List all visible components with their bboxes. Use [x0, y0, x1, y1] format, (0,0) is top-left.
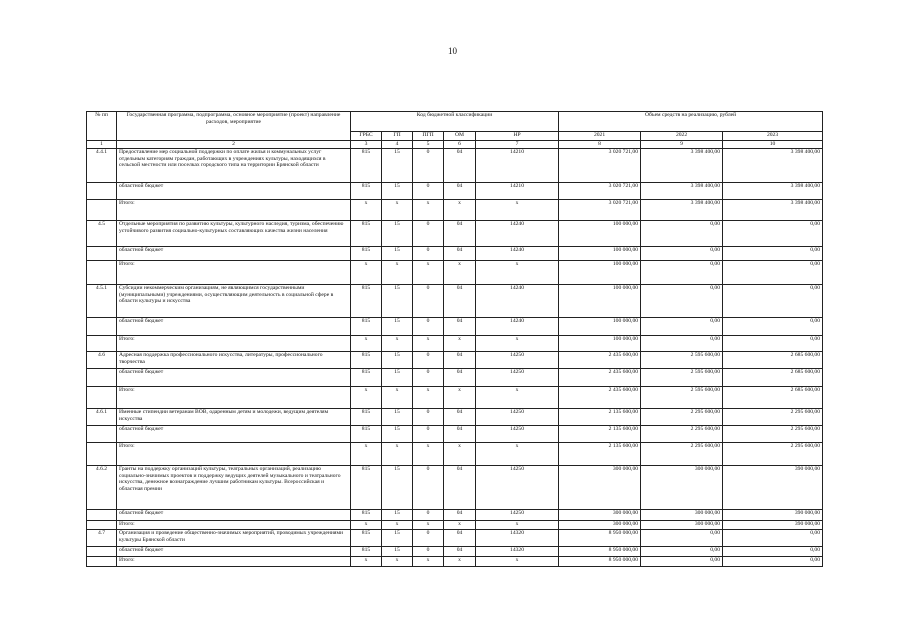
col-index: 4 [382, 141, 413, 149]
row-name: областной бюджет [117, 183, 351, 200]
cell-2023: 0,00 [723, 530, 823, 547]
table-row [87, 557, 823, 567]
cell-nr: 14250 [476, 426, 559, 443]
cell-grbs: 815 [351, 318, 382, 336]
cell-grbs: 815 [351, 409, 382, 426]
col-header-2023: 2023 [723, 132, 823, 141]
cell-pgp: 0 [413, 285, 444, 318]
row-number [87, 247, 117, 261]
cell-grbs: 815 [351, 510, 382, 521]
row-name: Организация и проведение общественно-значимых мероприятий, проводимых учреждениями культуры Брянской области [117, 530, 351, 547]
cell-om: 04 [444, 183, 476, 200]
cell-grbs: 815 [351, 183, 382, 200]
cell-nr: 14210 [476, 183, 559, 200]
cell-nr: 14210 [476, 149, 559, 183]
cell-pgp: х [413, 387, 444, 409]
cell-nr: 14250 [476, 369, 559, 387]
cell-grbs: х [351, 521, 382, 530]
cell-grbs: х [351, 557, 382, 567]
cell-2023: 0,00 [723, 261, 823, 285]
cell-pgp: х [413, 336, 444, 352]
row-number [87, 318, 117, 336]
cell-gp: х [382, 387, 413, 409]
cell-2023: 0,00 [723, 336, 823, 352]
cell-pgp: 0 [413, 149, 444, 183]
cell-2023: 390 000,00 [723, 466, 823, 510]
cell-2023: 0,00 [723, 318, 823, 336]
row-name: областной бюджет [117, 318, 351, 336]
cell-om: 04 [444, 547, 476, 557]
row-number [87, 547, 117, 557]
cell-gp: х [382, 557, 413, 567]
row-number: 4.7 [87, 530, 117, 547]
row-number: 4.4.1 [87, 149, 117, 183]
cell-gp: 15 [382, 221, 413, 247]
cell-2022: 2 295 600,00 [641, 426, 723, 443]
cell-2022: 0,00 [641, 547, 723, 557]
cell-2021: 100 000,00 [559, 247, 641, 261]
table-row [87, 510, 823, 521]
cell-pgp: 0 [413, 409, 444, 426]
row-number [87, 557, 117, 567]
row-number [87, 261, 117, 285]
cell-grbs: х [351, 443, 382, 466]
cell-om: х [444, 336, 476, 352]
row-name: Итого: [117, 336, 351, 352]
cell-pgp: 0 [413, 318, 444, 336]
cell-gp: 15 [382, 547, 413, 557]
cell-gp: х [382, 443, 413, 466]
row-name: областной бюджет [117, 426, 351, 443]
table-row [87, 318, 823, 336]
row-number: 4.5.1 [87, 285, 117, 318]
row-name: Отдельные мероприятия по развитию культуры, культурного наследия, туризма, обеспечению устойчивого развития социально-культурных составляющих качества жизни населения [117, 221, 351, 247]
cell-2022: 0,00 [641, 336, 723, 352]
cell-gp: 15 [382, 285, 413, 318]
row-name: Итого: [117, 387, 351, 409]
cell-grbs: х [351, 336, 382, 352]
cell-om: 04 [444, 247, 476, 261]
cell-om: х [444, 521, 476, 530]
cell-2023: 3 398 400,00 [723, 149, 823, 183]
table-row [87, 521, 823, 530]
row-name: Предоставление мер социальной поддержки по оплате жилья и коммунальных услуг отдельным категориям граждан, работающих в учреждениях культуры, находящихся в сельской местности или поселках городского типа на территории Брянской области [117, 149, 351, 183]
row-number [87, 426, 117, 443]
cell-2023: 390 000,00 [723, 521, 823, 530]
col-index: 1 [87, 141, 117, 149]
cell-gp: 15 [382, 149, 413, 183]
cell-2022: 0,00 [641, 221, 723, 247]
col-header-code: Код бюджетной классификации [351, 112, 559, 132]
cell-2021: 100 000,00 [559, 336, 641, 352]
col-index: 10 [723, 141, 823, 149]
row-number: 4.5 [87, 221, 117, 247]
cell-om: 04 [444, 221, 476, 247]
cell-om: 04 [444, 530, 476, 547]
cell-2022: 0,00 [641, 285, 723, 318]
row-name: Итого: [117, 521, 351, 530]
table-row [87, 221, 823, 247]
row-name: Гранты на поддержку организаций культуры, театральных организаций, реализацию социально-значимых проектов и поддержку ведущих деятелей музыкального и театрального искусства, денежное вознаграждение лучшим работникам культуры. Всероссийская и областная премии [117, 466, 351, 510]
cell-nr: 14240 [476, 221, 559, 247]
cell-om: 04 [444, 409, 476, 426]
cell-2022: 3 398 400,00 [641, 183, 723, 200]
col-header-amount: Объем средств на реализацию, рублей [559, 112, 823, 132]
table-row [87, 352, 823, 369]
cell-pgp: 0 [413, 530, 444, 547]
cell-grbs: х [351, 200, 382, 221]
cell-nr: х [476, 557, 559, 567]
cell-2023: 0,00 [723, 285, 823, 318]
table-row [87, 183, 823, 200]
cell-pgp: 0 [413, 426, 444, 443]
cell-2021: 8 950 000,00 [559, 547, 641, 557]
cell-2022: 300 000,00 [641, 510, 723, 521]
cell-gp: 15 [382, 369, 413, 387]
cell-2022: 3 398 400,00 [641, 149, 723, 183]
cell-gp: 15 [382, 318, 413, 336]
cell-gp: х [382, 521, 413, 530]
cell-2022: 0,00 [641, 557, 723, 567]
cell-2021: 2 135 600,00 [559, 443, 641, 466]
cell-nr: 14250 [476, 352, 559, 369]
row-name: Итого: [117, 261, 351, 285]
cell-gp: х [382, 200, 413, 221]
row-name: Итого: [117, 200, 351, 221]
cell-2021: 300 000,00 [559, 510, 641, 521]
col-header-2022: 2022 [641, 132, 723, 141]
cell-nr: х [476, 261, 559, 285]
cell-nr: 14240 [476, 285, 559, 318]
table-row [87, 149, 823, 183]
cell-2021: 100 000,00 [559, 318, 641, 336]
cell-2023: 2 685 600,00 [723, 352, 823, 369]
budget-table [86, 111, 823, 567]
cell-gp: 15 [382, 530, 413, 547]
row-name: Субсидии некоммерческим организациям, не являющимся государственными (муниципальными) учреждениями, осуществляющим деятельность в социальной сфере в области культуры и искусства [117, 285, 351, 318]
cell-om: 04 [444, 510, 476, 521]
cell-nr: 14250 [476, 409, 559, 426]
cell-2021: 2 135 600,00 [559, 409, 641, 426]
row-number [87, 369, 117, 387]
cell-2023: 3 398 400,00 [723, 200, 823, 221]
cell-nr: х [476, 336, 559, 352]
cell-om: 04 [444, 149, 476, 183]
col-header-2021: 2021 [559, 132, 641, 141]
col-index: 2 [117, 141, 351, 149]
cell-2022: 2 595 600,00 [641, 387, 723, 409]
cell-2023: 0,00 [723, 557, 823, 567]
col-header-nr: НР [476, 132, 559, 141]
cell-om: 04 [444, 285, 476, 318]
cell-gp: 15 [382, 247, 413, 261]
cell-pgp: х [413, 261, 444, 285]
row-number [87, 387, 117, 409]
cell-pgp: 0 [413, 183, 444, 200]
row-number [87, 510, 117, 521]
header-row-index [87, 141, 823, 149]
table-row [87, 247, 823, 261]
col-header-number: № пп [87, 112, 117, 141]
row-name: Именные стипендии ветеранам ВОВ, одаренным детям и молодежи, ведущим деятелям искусства [117, 409, 351, 426]
table-body [87, 149, 823, 567]
row-number: 4.6 [87, 352, 117, 369]
cell-pgp: 0 [413, 221, 444, 247]
cell-nr: 14250 [476, 466, 559, 510]
row-name: областной бюджет [117, 369, 351, 387]
cell-2023: 2 685 600,00 [723, 369, 823, 387]
cell-nr: х [476, 200, 559, 221]
table-row [87, 443, 823, 466]
col-header-pgp: ПГП [413, 132, 444, 141]
cell-2021: 2 435 600,00 [559, 352, 641, 369]
cell-nr: 14250 [476, 510, 559, 521]
table-row [87, 336, 823, 352]
table-row [87, 369, 823, 387]
cell-grbs: 815 [351, 149, 382, 183]
cell-grbs: 815 [351, 369, 382, 387]
table-row [87, 547, 823, 557]
row-name: областной бюджет [117, 547, 351, 557]
cell-nr: х [476, 521, 559, 530]
cell-nr: х [476, 443, 559, 466]
cell-2021: 300 000,00 [559, 521, 641, 530]
cell-pgp: х [413, 443, 444, 466]
cell-2023: 0,00 [723, 221, 823, 247]
cell-nr: 14320 [476, 530, 559, 547]
col-index: 5 [413, 141, 444, 149]
table-row [87, 285, 823, 318]
row-number [87, 183, 117, 200]
cell-pgp: 0 [413, 510, 444, 521]
cell-grbs: х [351, 261, 382, 285]
table-row [87, 200, 823, 221]
cell-om: х [444, 443, 476, 466]
cell-2023: 0,00 [723, 547, 823, 557]
row-number [87, 521, 117, 530]
cell-2021: 100 000,00 [559, 221, 641, 247]
cell-gp: х [382, 261, 413, 285]
cell-grbs: 815 [351, 547, 382, 557]
col-index: 3 [351, 141, 382, 149]
table-row [87, 387, 823, 409]
cell-2022: 300 000,00 [641, 521, 723, 530]
cell-om: х [444, 557, 476, 567]
cell-2022: 0,00 [641, 261, 723, 285]
cell-pgp: 0 [413, 466, 444, 510]
cell-nr: 14240 [476, 247, 559, 261]
cell-2022: 2 295 600,00 [641, 409, 723, 426]
cell-pgp: 0 [413, 247, 444, 261]
cell-om: х [444, 387, 476, 409]
cell-gp: 15 [382, 409, 413, 426]
cell-om: 04 [444, 426, 476, 443]
cell-grbs: 815 [351, 426, 382, 443]
cell-2023: 390 000,00 [723, 510, 823, 521]
header-row-main [87, 112, 823, 132]
cell-2023: 0,00 [723, 247, 823, 261]
cell-pgp: х [413, 521, 444, 530]
cell-om: х [444, 261, 476, 285]
table-row [87, 426, 823, 443]
cell-2021: 8 950 000,00 [559, 557, 641, 567]
cell-pgp: х [413, 200, 444, 221]
cell-grbs: 815 [351, 247, 382, 261]
cell-2023: 2 295 600,00 [723, 426, 823, 443]
cell-2023: 3 398 400,00 [723, 183, 823, 200]
row-name: Итого: [117, 557, 351, 567]
row-number: 4.6.2 [87, 466, 117, 510]
col-index: 8 [559, 141, 641, 149]
row-number [87, 443, 117, 466]
cell-2021: 3 020 721,00 [559, 149, 641, 183]
cell-gp: 15 [382, 352, 413, 369]
cell-2021: 2 135 600,00 [559, 426, 641, 443]
col-index: 6 [444, 141, 476, 149]
cell-grbs: х [351, 387, 382, 409]
cell-2022: 0,00 [641, 318, 723, 336]
row-name: Адресная поддержка профессионального искусства, литературы, профессионального творчества [117, 352, 351, 369]
cell-grbs: 815 [351, 466, 382, 510]
cell-om: 04 [444, 352, 476, 369]
cell-om: х [444, 200, 476, 221]
cell-2023: 2 685 600,00 [723, 387, 823, 409]
cell-gp: 15 [382, 510, 413, 521]
cell-2021: 100 000,00 [559, 285, 641, 318]
cell-2022: 0,00 [641, 247, 723, 261]
cell-pgp: х [413, 557, 444, 567]
cell-2021: 100 000,00 [559, 261, 641, 285]
cell-om: 04 [444, 318, 476, 336]
cell-2021: 3 020 721,00 [559, 183, 641, 200]
cell-pgp: 0 [413, 352, 444, 369]
cell-2022: 300 000,00 [641, 466, 723, 510]
table-row [87, 261, 823, 285]
row-name: областной бюджет [117, 247, 351, 261]
cell-nr: 14320 [476, 547, 559, 557]
row-name: Итого: [117, 443, 351, 466]
cell-grbs: 815 [351, 221, 382, 247]
cell-gp: 15 [382, 466, 413, 510]
cell-2022: 2 595 600,00 [641, 352, 723, 369]
col-header-om: ОМ [444, 132, 476, 141]
cell-2023: 2 295 600,00 [723, 443, 823, 466]
cell-2021: 2 435 600,00 [559, 369, 641, 387]
cell-grbs: 815 [351, 285, 382, 318]
cell-2022: 2 595 600,00 [641, 369, 723, 387]
cell-grbs: 815 [351, 352, 382, 369]
col-index: 7 [476, 141, 559, 149]
cell-2022: 3 398 400,00 [641, 200, 723, 221]
cell-nr: 14240 [476, 318, 559, 336]
cell-2023: 2 295 600,00 [723, 409, 823, 426]
col-index: 9 [641, 141, 723, 149]
table-row [87, 409, 823, 426]
cell-grbs: 815 [351, 530, 382, 547]
cell-2022: 0,00 [641, 530, 723, 547]
cell-pgp: 0 [413, 369, 444, 387]
row-number [87, 200, 117, 221]
cell-om: 04 [444, 466, 476, 510]
cell-2022: 2 295 600,00 [641, 443, 723, 466]
cell-2021: 2 435 600,00 [559, 387, 641, 409]
cell-gp: 15 [382, 426, 413, 443]
cell-2021: 300 000,00 [559, 466, 641, 510]
cell-gp: 15 [382, 183, 413, 200]
col-header-name: Государственная программа, подпрограмма, основное мероприятие (проект) направление расходов, мероприятие [117, 112, 351, 141]
cell-gp: х [382, 336, 413, 352]
cell-nr: х [476, 387, 559, 409]
row-number: 4.6.1 [87, 409, 117, 426]
col-header-grbs: ГРБС [351, 132, 382, 141]
cell-pgp: 0 [413, 547, 444, 557]
row-name: областной бюджет [117, 510, 351, 521]
cell-2021: 3 020 721,00 [559, 200, 641, 221]
table-row [87, 530, 823, 547]
row-number [87, 336, 117, 352]
cell-2021: 8 950 000,00 [559, 530, 641, 547]
table-row [87, 466, 823, 510]
col-header-gp: ГП [382, 132, 413, 141]
page-number: 10 [448, 46, 457, 56]
cell-om: 04 [444, 369, 476, 387]
